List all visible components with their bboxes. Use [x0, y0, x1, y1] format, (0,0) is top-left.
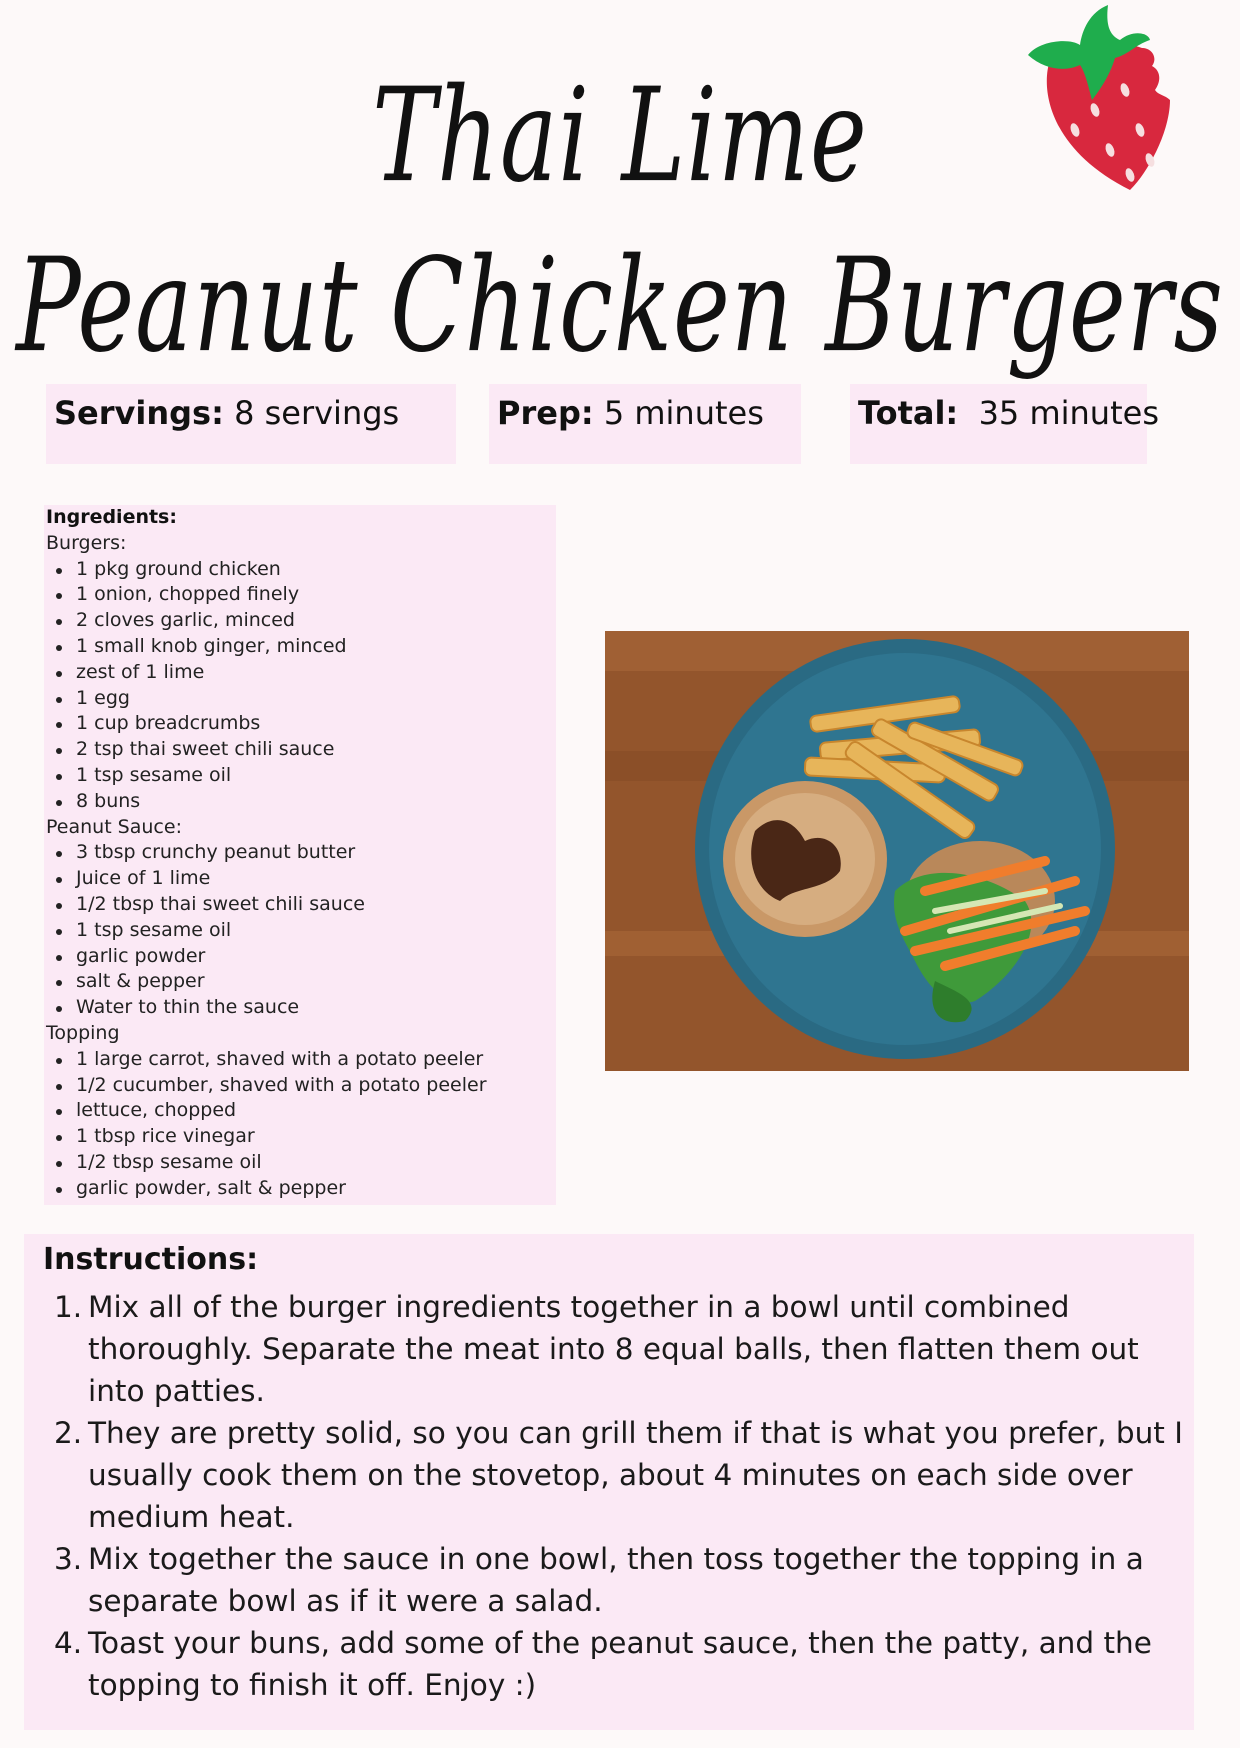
ingredients-content — [46, 505, 487, 1202]
sauce-ingredient-item: 3 tbsp crunchy peanut butter — [76, 840, 487, 866]
total-box — [850, 384, 1159, 464]
instructions-list — [24, 1286, 1194, 1706]
burger-ingredient-item: 2 cloves garlic, minced — [76, 608, 487, 634]
burgers-list — [46, 557, 487, 815]
burger-ingredient-item: 1 onion, chopped finely — [76, 582, 487, 608]
sauce-label: Peanut Sauce: — [46, 815, 182, 838]
topping-label: Topping — [46, 1021, 120, 1044]
step-text: Mix together the sauce in one bowl, then toss together the topping in a separate bowl as if it were a salad. — [88, 1542, 1144, 1618]
sauce-list — [46, 840, 487, 1021]
instruction-step — [24, 1622, 1194, 1706]
step-number: 2. — [54, 1416, 83, 1450]
step-text: They are pretty solid, so you can grill them if that is what you prefer, but I usually cook them on the stovetop, about 4 minutes on each side over medium heat. — [88, 1416, 1183, 1534]
burger-photo — [605, 631, 1189, 1071]
topping-ingredient-item: 1 large carrot, shaved with a potato peeler — [76, 1047, 487, 1073]
prep-box — [489, 384, 801, 464]
servings-value: 8 servings — [234, 394, 400, 432]
burgers-label: Burgers: — [46, 531, 127, 554]
instructions-heading: Instructions: — [43, 1242, 259, 1277]
ingredients-box — [44, 505, 556, 1205]
step-number: 3. — [54, 1542, 83, 1576]
burger-ingredient-item: zest of 1 lime — [76, 660, 487, 686]
step-number: 4. — [54, 1626, 83, 1660]
burger-ingredient-item: 2 tsp thai sweet chili sauce — [76, 737, 487, 763]
instruction-step — [24, 1286, 1194, 1412]
ingredients-heading: Ingredients: — [46, 506, 177, 528]
title-line-1: Thai Lime — [372, 60, 868, 212]
burger-ingredient-item: 8 buns — [76, 789, 487, 815]
prep-label: Prep: — [497, 394, 594, 432]
topping-ingredient-item: 1/2 cucumber, shaved with a potato peeler — [76, 1073, 487, 1099]
burger-ingredient-item: 1 small knob ginger, minced — [76, 634, 487, 660]
instruction-step — [24, 1538, 1194, 1622]
title-line-2: Peanut Chicken Burgers — [16, 230, 1224, 382]
total-text — [858, 394, 1159, 432]
sauce-ingredient-item: 1 tsp sesame oil — [76, 918, 487, 944]
sauce-ingredient-item: 1/2 tbsp thai sweet chili sauce — [76, 892, 487, 918]
burger-ingredient-item: 1 cup breadcrumbs — [76, 711, 487, 737]
burger-photo-illustration — [605, 631, 1189, 1071]
sauce-ingredient-item: Juice of 1 lime — [76, 866, 487, 892]
prep-value: 5 minutes — [603, 394, 764, 432]
topping-ingredient-item: lettuce, chopped — [76, 1098, 487, 1124]
servings-label: Servings: — [54, 394, 224, 432]
prep-text — [497, 394, 764, 432]
sauce-ingredient-item: garlic powder — [76, 944, 487, 970]
topping-list — [46, 1047, 487, 1202]
step-number: 1. — [54, 1290, 83, 1324]
servings-box — [46, 384, 456, 464]
sauce-ingredient-item: Water to thin the sauce — [76, 995, 487, 1021]
topping-ingredient-item: 1/2 tbsp sesame oil — [76, 1150, 487, 1176]
strawberry-icon — [1020, 0, 1180, 200]
topping-ingredient-item: 1 tbsp rice vinegar — [76, 1124, 487, 1150]
burger-ingredient-item: 1 tsp sesame oil — [76, 763, 487, 789]
sauce-ingredient-item: salt & pepper — [76, 969, 487, 995]
total-value: 35 minutes — [978, 394, 1159, 432]
instruction-step — [24, 1412, 1194, 1538]
topping-ingredient-item: garlic powder, salt & pepper — [76, 1176, 487, 1202]
step-text: Toast your buns, add some of the peanut sauce, then the patty, and the topping to finish it off. Enjoy :) — [88, 1626, 1152, 1702]
total-label: Total: — [858, 394, 959, 432]
servings-text — [54, 394, 399, 432]
step-text: Mix all of the burger ingredients together in a bowl until combined thoroughly. Separate the meat into 8 equal balls, then flatten them out into patties. — [88, 1290, 1139, 1408]
instructions-box — [24, 1234, 1194, 1730]
burger-ingredient-item: 1 pkg ground chicken — [76, 557, 487, 583]
burger-ingredient-item: 1 egg — [76, 686, 487, 712]
